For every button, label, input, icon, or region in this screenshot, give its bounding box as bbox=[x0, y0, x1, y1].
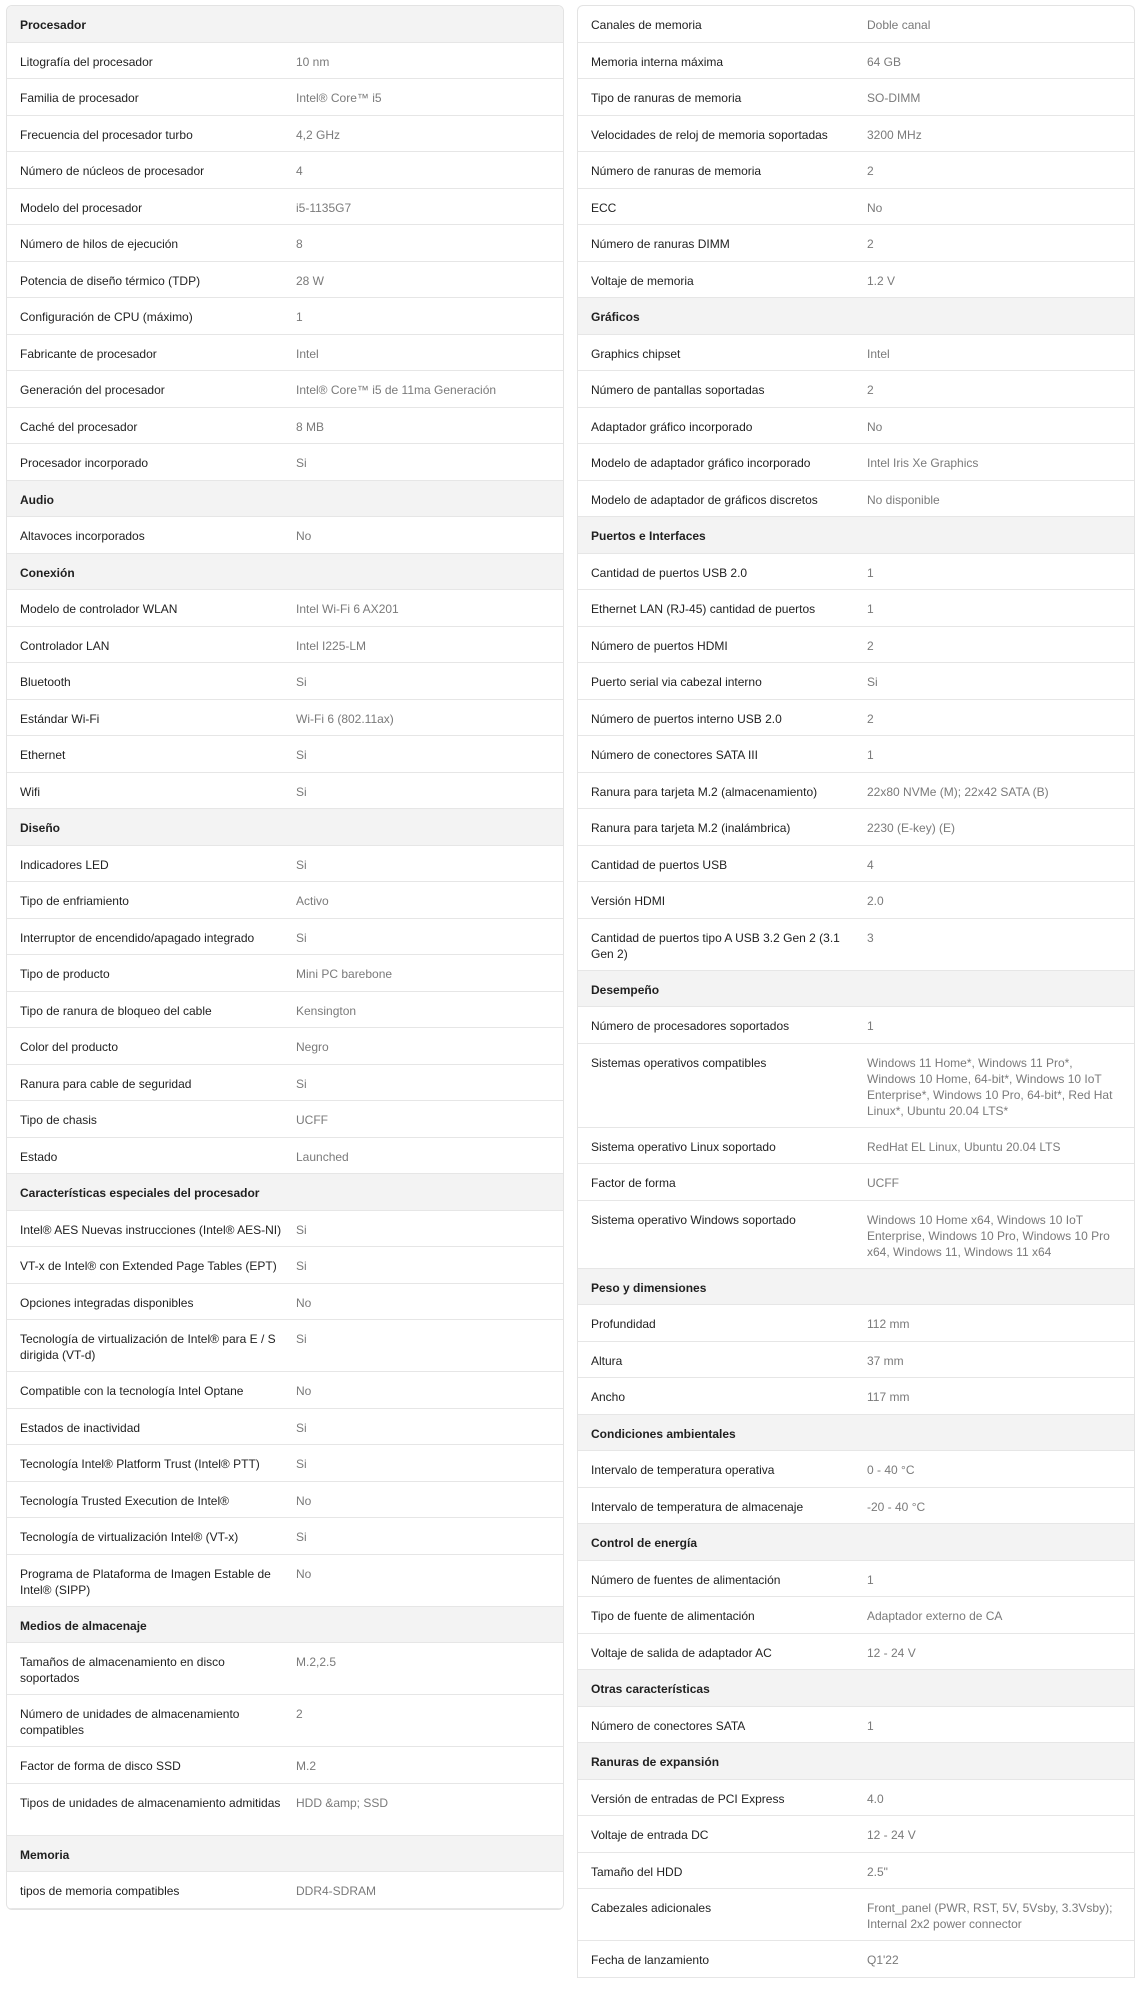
spec-label: Tecnología Trusted Execution de Intel® bbox=[20, 1493, 229, 1508]
spec-row-compatible-con-la-tecnologia-intel-optan bbox=[7, 1372, 563, 1409]
spec-label: Número de ranuras DIMM bbox=[591, 237, 730, 251]
spec-row-tipos-de-unidades-de-almacenamiento-admi bbox=[7, 1784, 563, 1836]
section-title: Peso y dimensiones bbox=[591, 1280, 707, 1295]
spec-row-tipos-de-memoria-compatibles bbox=[7, 1872, 563, 1909]
spec-value: 28 W bbox=[296, 273, 325, 288]
spec-value: Q1'22 bbox=[867, 1953, 899, 1967]
spec-value: 4,2 GHz bbox=[296, 127, 341, 142]
spec-row-cantidad-de-puertos-usb-2-0 bbox=[578, 554, 1134, 591]
spec-label: Frecuencia del procesador turbo bbox=[20, 127, 193, 142]
spec-label: Ranura para tarjeta M.2 (almacenamiento) bbox=[591, 784, 818, 799]
spec-label: Altura bbox=[591, 1353, 623, 1368]
spec-value: 4.0 bbox=[867, 1791, 884, 1806]
spec-label: Ancho bbox=[591, 1390, 626, 1404]
spec-value: UCFF bbox=[867, 1176, 899, 1190]
spec-label: Número de pantallas soportadas bbox=[591, 383, 765, 397]
spec-row-numero-de-puertos-interno-usb-2-0 bbox=[578, 700, 1134, 737]
spec-label: Configuración de CPU (máximo) bbox=[20, 310, 193, 324]
spec-label: Intervalo de temperatura de almacenaje bbox=[591, 1499, 804, 1514]
spec-row-adaptador-grafico-incorporado bbox=[578, 408, 1134, 445]
spec-row-fecha-de-lanzamiento bbox=[578, 1941, 1134, 1978]
spec-label: Tecnología de virtualización de Intel® para E / S dirigida (VT-d) bbox=[20, 1332, 276, 1362]
spec-value: 10 nm bbox=[296, 54, 330, 69]
spec-row-interruptor-de-encendido-apagado-integra bbox=[7, 919, 563, 956]
section-header-caracteristicas-especiales-del-procesado bbox=[7, 1174, 563, 1211]
spec-label: Fecha de lanzamiento bbox=[591, 1953, 710, 1967]
section-header-procesador bbox=[7, 6, 563, 43]
spec-value: RedHat EL Linux, Ubuntu 20.04 LTS bbox=[867, 1139, 1061, 1154]
spec-label: Número de puertos HDMI bbox=[591, 638, 728, 653]
spec-value: Si bbox=[296, 857, 307, 872]
spec-row-estandar-wi-fi bbox=[7, 700, 563, 737]
section-title: Procesador bbox=[20, 18, 87, 32]
spec-value: Si bbox=[296, 456, 307, 470]
spec-row-ranura-para-cable-de-seguridad bbox=[7, 1065, 563, 1102]
spec-value: Intel Iris Xe Graphics bbox=[867, 456, 979, 470]
spec-row-tecnologia-de-virtualizacion-intel-vt-x bbox=[7, 1518, 563, 1555]
spec-label: Tipo de enfriamiento bbox=[20, 894, 129, 908]
spec-row-numero-de-hilos-de-ejecucion bbox=[7, 225, 563, 262]
spec-label: Número de ranuras de memoria bbox=[591, 164, 762, 178]
spec-row-factor-de-forma bbox=[578, 1164, 1134, 1201]
spec-label: Programa de Plataforma de Imagen Estable de Intel® (SIPP) bbox=[20, 1566, 271, 1597]
spec-label: Estados de inactividad bbox=[20, 1420, 141, 1435]
spec-value: Adaptador externo de CA bbox=[867, 1609, 1003, 1623]
spec-value: Doble canal bbox=[867, 18, 931, 32]
spec-label: Intel® AES Nuevas instrucciones (Intel® AES-NI) bbox=[20, 1222, 282, 1237]
spec-table-left bbox=[6, 5, 564, 1910]
spec-row-numero-de-ranuras-de-memoria bbox=[578, 152, 1134, 189]
spec-label: ECC bbox=[591, 200, 617, 215]
section-title: Gráficos bbox=[591, 310, 640, 324]
spec-value: Launched bbox=[296, 1149, 349, 1164]
spec-row-cabezales-adicionales bbox=[578, 1889, 1134, 1941]
spec-row-tipo-de-ranuras-de-memoria bbox=[578, 79, 1134, 116]
spec-value: 3200 MHz bbox=[867, 127, 922, 142]
spec-value: UCFF bbox=[296, 1113, 328, 1127]
spec-value: Si bbox=[296, 784, 307, 799]
spec-label: Número de núcleos de procesador bbox=[20, 164, 205, 178]
spec-label: Factor de forma bbox=[591, 1176, 676, 1190]
spec-label: Número de conectores SATA III bbox=[591, 748, 758, 762]
spec-label: Cabezales adicionales bbox=[591, 1901, 712, 1915]
spec-row-bluetooth bbox=[7, 663, 563, 700]
spec-row-frecuencia-del-procesador-turbo bbox=[7, 116, 563, 153]
spec-value: Windows 10 Home x64, Windows 10 IoT Enterprise, Windows 10 Pro, Windows 10 Pro x64, Windows 11, Windows 11 x64 bbox=[867, 1212, 1110, 1259]
spec-row-tecnologia-de-virtualizacion-de-intel-pa bbox=[7, 1320, 563, 1372]
spec-label: Graphics chipset bbox=[591, 346, 681, 361]
spec-label: Modelo de controlador WLAN bbox=[20, 602, 178, 616]
spec-row-tamano-del-hdd bbox=[578, 1853, 1134, 1890]
spec-row-potencia-de-diseno-termico-tdp bbox=[7, 262, 563, 299]
spec-row-numero-de-fuentes-de-alimentacion bbox=[578, 1561, 1134, 1598]
spec-value: 112 mm bbox=[867, 1317, 910, 1331]
spec-label: Opciones integradas disponibles bbox=[20, 1295, 194, 1310]
spec-value: 3 bbox=[867, 930, 874, 945]
spec-value: 1 bbox=[867, 1019, 874, 1033]
section-header-conexion bbox=[7, 554, 563, 591]
spec-row-canales-de-memoria bbox=[578, 6, 1134, 43]
section-title: Desempeño bbox=[591, 982, 660, 997]
spec-value: Intel bbox=[867, 346, 890, 361]
section-title: Medios de almacenaje bbox=[20, 1618, 147, 1633]
spec-value: 2 bbox=[867, 237, 874, 251]
spec-row-ranura-para-tarjeta-m-2-inalambrica bbox=[578, 809, 1134, 846]
spec-label: Número de puertos interno USB 2.0 bbox=[591, 711, 782, 726]
spec-row-configuracion-de-cpu-maximo bbox=[7, 298, 563, 335]
spec-row-tecnologia-intel-platform-trust-intel-pt bbox=[7, 1445, 563, 1482]
spec-label: Número de unidades de almacenamiento compatibles bbox=[20, 1707, 240, 1737]
spec-value: No disponible bbox=[867, 492, 940, 507]
spec-label: Modelo de adaptador gráfico incorporado bbox=[591, 456, 811, 470]
spec-label: Velocidades de reloj de memoria soportadas bbox=[591, 127, 828, 142]
spec-row-controlador-lan bbox=[7, 627, 563, 664]
spec-row-numero-de-unidades-de-almacenamiento-com bbox=[7, 1695, 563, 1747]
spec-row-memoria-interna-maxima bbox=[578, 43, 1134, 80]
spec-value: HDD &amp; SSD bbox=[296, 1795, 389, 1810]
spec-label: Procesador incorporado bbox=[20, 456, 149, 470]
section-title: Otras características bbox=[591, 1682, 710, 1696]
spec-value: 2.0 bbox=[867, 894, 884, 908]
spec-label: Adaptador gráfico incorporado bbox=[591, 419, 753, 434]
section-header-audio bbox=[7, 481, 563, 518]
spec-label: Cantidad de puertos USB 2.0 bbox=[591, 565, 748, 580]
spec-label: Tipos de unidades de almacenamiento admitidas bbox=[20, 1795, 281, 1810]
spec-label: Número de procesadores soportados bbox=[591, 1019, 790, 1033]
spec-row-procesador-incorporado bbox=[7, 444, 563, 481]
spec-row-numero-de-ranuras-dimm bbox=[578, 225, 1134, 262]
spec-value: Si bbox=[296, 1222, 307, 1237]
spec-value: No bbox=[296, 1493, 312, 1508]
spec-row-indicadores-led bbox=[7, 846, 563, 883]
spec-label: Modelo de adaptador de gráficos discretos bbox=[591, 492, 818, 507]
spec-row-version-de-entradas-de-pci-express bbox=[578, 1780, 1134, 1817]
spec-label: Compatible con la tecnología Intel Optane bbox=[20, 1384, 244, 1398]
spec-row-voltaje-de-salida-de-adaptador-ac bbox=[578, 1634, 1134, 1671]
spec-row-fabricante-de-procesador bbox=[7, 335, 563, 372]
spec-row-tipo-de-fuente-de-alimentacion bbox=[578, 1597, 1134, 1634]
spec-label: Estándar Wi-Fi bbox=[20, 711, 100, 726]
spec-row-ranura-para-tarjeta-m-2-almacenamiento bbox=[578, 773, 1134, 810]
spec-value: i5-1135G7 bbox=[296, 200, 352, 215]
spec-row-tipo-de-enfriamiento bbox=[7, 882, 563, 919]
spec-row-graphics-chipset bbox=[578, 335, 1134, 372]
section-title: Ranuras de expansión bbox=[591, 1755, 720, 1769]
spec-row-factor-de-forma-de-disco-ssd bbox=[7, 1747, 563, 1784]
spec-row-tipo-de-ranura-de-bloqueo-del-cable bbox=[7, 992, 563, 1029]
spec-value: Si bbox=[296, 1457, 307, 1471]
spec-label: Altavoces incorporados bbox=[20, 529, 145, 543]
spec-value: Windows 11 Home*, Windows 11 Pro*, Windows 10 Home, 64-bit*, Windows 10 IoT Enterprise*, Windows 10 Pro, 64-bit*, Red Hat Linux*, Ubuntu 20.04 LTS* bbox=[867, 1055, 1113, 1118]
spec-row-ancho bbox=[578, 1378, 1134, 1415]
spec-label: Puerto serial via cabezal interno bbox=[591, 675, 762, 689]
spec-row-altura bbox=[578, 1342, 1134, 1379]
spec-value: No bbox=[867, 419, 883, 434]
section-title: Condiciones ambientales bbox=[591, 1426, 736, 1441]
section-header-medios-de-almacenaje bbox=[7, 1607, 563, 1644]
spec-row-estado bbox=[7, 1138, 563, 1175]
spec-row-numero-de-conectores-sata-iii bbox=[578, 736, 1134, 773]
spec-label: Indicadores LED bbox=[20, 857, 109, 872]
spec-value: -20 - 40 °C bbox=[867, 1499, 926, 1514]
spec-row-intervalo-de-temperatura-de-almacenaje bbox=[578, 1488, 1134, 1525]
spec-value: Intel bbox=[296, 346, 319, 361]
spec-value: 12 - 24 V bbox=[867, 1828, 916, 1842]
spec-value: 0 - 40 °C bbox=[867, 1463, 915, 1477]
spec-label: Versión HDMI bbox=[591, 894, 666, 908]
spec-value: 4 bbox=[296, 164, 303, 178]
spec-value: SO-DIMM bbox=[867, 91, 921, 105]
spec-row-sistema-operativo-linux-soportado bbox=[578, 1128, 1134, 1165]
spec-row-modelo-de-adaptador-de-graficos-discreto bbox=[578, 481, 1134, 518]
spec-label: Número de fuentes de alimentación bbox=[591, 1572, 781, 1587]
spec-value: Activo bbox=[296, 894, 329, 908]
spec-value: 117 mm bbox=[867, 1390, 910, 1404]
spec-label: Tipo de ranura de bloqueo del cable bbox=[20, 1003, 212, 1018]
section-title: Características especiales del procesador bbox=[20, 1186, 260, 1200]
spec-row-ecc bbox=[578, 189, 1134, 226]
spec-label: Número de conectores SATA bbox=[591, 1718, 746, 1733]
spec-label: Memoria interna máxima bbox=[591, 54, 724, 69]
section-title: Conexión bbox=[20, 565, 75, 580]
spec-row-vt-x-de-intel-con-extended-page-tables-e bbox=[7, 1247, 563, 1284]
spec-value: 2 bbox=[867, 638, 874, 653]
spec-value: Si bbox=[296, 748, 307, 762]
spec-label: Caché del procesador bbox=[20, 419, 138, 434]
spec-label: Tipo de chasis bbox=[20, 1113, 97, 1127]
spec-row-numero-de-nucleos-de-procesador bbox=[7, 152, 563, 189]
spec-value: 37 mm bbox=[867, 1353, 904, 1368]
spec-label: Sistemas operativos compatibles bbox=[591, 1055, 767, 1070]
spec-label: Color del producto bbox=[20, 1040, 119, 1054]
spec-row-modelo-de-adaptador-grafico-incorporado bbox=[578, 444, 1134, 481]
section-header-memoria bbox=[7, 1836, 563, 1873]
spec-label: Ethernet bbox=[20, 748, 66, 762]
spec-value: 1 bbox=[867, 1572, 874, 1587]
spec-row-profundidad bbox=[578, 1305, 1134, 1342]
section-header-desempeno bbox=[578, 971, 1134, 1008]
spec-label: Generación del procesador bbox=[20, 383, 165, 397]
spec-label: Familia de procesador bbox=[20, 91, 139, 105]
spec-value: No bbox=[296, 1566, 312, 1581]
spec-label: Tamaño del HDD bbox=[591, 1864, 683, 1879]
spec-row-ethernet-lan-rj-45-cantidad-de-puertos bbox=[578, 590, 1134, 627]
spec-row-cantidad-de-puertos-usb bbox=[578, 846, 1134, 883]
spec-row-puerto-serial-via-cabezal-interno bbox=[578, 663, 1134, 700]
spec-label: Ranura para cable de seguridad bbox=[20, 1076, 192, 1091]
spec-value: Si bbox=[296, 1076, 307, 1091]
spec-row-numero-de-conectores-sata bbox=[578, 1707, 1134, 1744]
spec-value: Front_panel (PWR, RST, 5V, 5Vsby, 3.3Vsby); Internal 2x2 power connector bbox=[867, 1901, 1113, 1931]
spec-row-voltaje-de-entrada-dc bbox=[578, 1816, 1134, 1853]
spec-label: Ethernet LAN (RJ-45) cantidad de puertos bbox=[591, 602, 816, 616]
spec-row-numero-de-procesadores-soportados bbox=[578, 1007, 1134, 1044]
section-header-ranuras-de-expansion bbox=[578, 1743, 1134, 1780]
spec-row-ethernet bbox=[7, 736, 563, 773]
section-header-graficos bbox=[578, 298, 1134, 335]
spec-value: Si bbox=[296, 930, 307, 945]
spec-value: No bbox=[296, 1295, 312, 1310]
spec-row-intel-aes-nuevas-instrucciones-intel-aes bbox=[7, 1211, 563, 1248]
spec-row-tipo-de-producto bbox=[7, 955, 563, 992]
spec-value: Intel Wi-Fi 6 AX201 bbox=[296, 602, 399, 616]
spec-label: Tipo de producto bbox=[20, 967, 110, 981]
spec-value: M.2,2.5 bbox=[296, 1655, 337, 1669]
spec-label: Voltaje de memoria bbox=[591, 273, 694, 288]
spec-value: 1.2 V bbox=[867, 273, 896, 288]
spec-label: Wifi bbox=[20, 784, 40, 799]
section-title: Diseño bbox=[20, 821, 61, 835]
spec-value: Si bbox=[867, 675, 878, 689]
spec-label: tipos de memoria compatibles bbox=[20, 1884, 180, 1898]
spec-value: 2 bbox=[867, 164, 874, 178]
spec-row-sistemas-operativos-compatibles bbox=[578, 1044, 1134, 1128]
spec-value: Intel I225-LM bbox=[296, 638, 367, 653]
spec-label: Cantidad de puertos USB bbox=[591, 857, 728, 872]
spec-row-generacion-del-procesador bbox=[7, 371, 563, 408]
section-title: Puertos e Interfaces bbox=[591, 529, 706, 543]
spec-label: Interruptor de encendido/apagado integrado bbox=[20, 930, 255, 945]
spec-label: Estado bbox=[20, 1149, 58, 1164]
spec-value: Si bbox=[296, 675, 307, 689]
spec-label: Sistema operativo Windows soportado bbox=[591, 1212, 796, 1227]
spec-value: Si bbox=[296, 1259, 307, 1273]
spec-value: Kensington bbox=[296, 1003, 357, 1018]
spec-label: Sistema operativo Linux soportado bbox=[591, 1139, 776, 1154]
spec-row-version-hdmi bbox=[578, 882, 1134, 919]
spec-value: Intel® Core™ i5 de 11ma Generación bbox=[296, 383, 497, 397]
spec-label: Cantidad de puertos tipo A USB 3.2 Gen 2 (3.1 Gen 2) bbox=[591, 930, 840, 961]
spec-value: Wi-Fi 6 (802.11ax) bbox=[296, 711, 394, 726]
spec-label: Intervalo de temperatura operativa bbox=[591, 1463, 775, 1477]
section-header-condiciones-ambientales bbox=[578, 1415, 1134, 1452]
section-title: Memoria bbox=[20, 1847, 70, 1862]
spec-label: Controlador LAN bbox=[20, 638, 110, 653]
spec-row-velocidades-de-reloj-de-memoria-soportad bbox=[578, 116, 1134, 153]
spec-value: 64 GB bbox=[867, 54, 902, 69]
spec-row-programa-de-plataforma-de-imagen-estable bbox=[7, 1555, 563, 1607]
spec-row-opciones-integradas-disponibles bbox=[7, 1284, 563, 1321]
spec-label: Tipo de fuente de alimentación bbox=[591, 1609, 755, 1623]
spec-table-right bbox=[577, 5, 1135, 1978]
spec-value: No bbox=[296, 1384, 312, 1398]
spec-row-cantidad-de-puertos-tipo-a-usb-3-2-gen-2 bbox=[578, 919, 1134, 971]
spec-value: DDR4-SDRAM bbox=[296, 1884, 377, 1898]
spec-row-tamanos-de-almacenamiento-en-disco-sopor bbox=[7, 1643, 563, 1695]
spec-row-altavoces-incorporados bbox=[7, 517, 563, 554]
spec-value: Si bbox=[296, 1420, 307, 1435]
spec-row-intervalo-de-temperatura-operativa bbox=[578, 1451, 1134, 1488]
spec-label: Factor de forma de disco SSD bbox=[20, 1759, 181, 1773]
spec-label: Tecnología Intel® Platform Trust (Intel® PTT) bbox=[20, 1457, 260, 1471]
spec-value: 1 bbox=[867, 602, 874, 616]
spec-label: Potencia de diseño térmico (TDP) bbox=[20, 273, 201, 288]
spec-value: 2 bbox=[296, 1707, 303, 1721]
spec-value: 1 bbox=[296, 310, 303, 324]
spec-value: 8 MB bbox=[296, 419, 325, 434]
spec-row-modelo-de-controlador-wlan bbox=[7, 590, 563, 627]
spec-value: Si bbox=[296, 1530, 307, 1544]
spec-value: 1 bbox=[867, 1718, 874, 1733]
spec-row-familia-de-procesador bbox=[7, 79, 563, 116]
spec-label: Tamaños de almacenamiento en disco soportados bbox=[20, 1655, 225, 1685]
spec-label: Número de hilos de ejecución bbox=[20, 237, 179, 251]
section-header-control-de-energia bbox=[578, 1524, 1134, 1561]
spec-value: 1 bbox=[867, 748, 874, 762]
spec-row-numero-de-puertos-hdmi bbox=[578, 627, 1134, 664]
spec-value: Mini PC barebone bbox=[296, 967, 393, 981]
spec-label: Voltaje de entrada DC bbox=[591, 1828, 709, 1842]
spec-value: 2230 (E-key) (E) bbox=[867, 821, 956, 835]
spec-row-estados-de-inactividad bbox=[7, 1409, 563, 1446]
spec-value: 2.5" bbox=[867, 1864, 888, 1879]
spec-label: Tecnología de virtualización Intel® (VT-x) bbox=[20, 1530, 239, 1544]
spec-value: 1 bbox=[867, 565, 874, 580]
spec-value: No bbox=[867, 200, 883, 215]
spec-label: Profundidad bbox=[591, 1317, 656, 1331]
spec-label: Versión de entradas de PCI Express bbox=[591, 1791, 785, 1806]
spec-value: Si bbox=[296, 1332, 307, 1346]
spec-value: M.2 bbox=[296, 1759, 317, 1773]
spec-row-litografia-del-procesador bbox=[7, 43, 563, 80]
section-header-otras-caracteristicas bbox=[578, 1670, 1134, 1707]
spec-label: Bluetooth bbox=[20, 675, 71, 689]
section-header-diseno bbox=[7, 809, 563, 846]
spec-label: Ranura para tarjeta M.2 (inalámbrica) bbox=[591, 821, 791, 835]
spec-label: Tipo de ranuras de memoria bbox=[591, 91, 742, 105]
spec-label: Modelo del procesador bbox=[20, 200, 143, 215]
section-title: Control de energía bbox=[591, 1536, 698, 1550]
spec-row-wifi bbox=[7, 773, 563, 810]
spec-row-voltaje-de-memoria bbox=[578, 262, 1134, 299]
spec-label: Fabricante de procesador bbox=[20, 346, 157, 361]
spec-row-tipo-de-chasis bbox=[7, 1101, 563, 1138]
section-header-peso-y-dimensiones bbox=[578, 1269, 1134, 1306]
spec-value: 22x80 NVMe (M); 22x42 SATA (B) bbox=[867, 784, 1049, 799]
spec-value: 12 - 24 V bbox=[867, 1645, 916, 1660]
spec-value: Negro bbox=[296, 1040, 329, 1054]
spec-label: Voltaje de salida de adaptador AC bbox=[591, 1645, 772, 1660]
spec-value: 4 bbox=[867, 857, 874, 872]
spec-value: No bbox=[296, 529, 312, 543]
spec-row-cache-del-procesador bbox=[7, 408, 563, 445]
spec-row-modelo-del-procesador bbox=[7, 189, 563, 226]
spec-value: 2 bbox=[867, 383, 874, 397]
spec-label: Canales de memoria bbox=[591, 18, 702, 32]
spec-label: Litografía del procesador bbox=[20, 54, 153, 69]
spec-value: 8 bbox=[296, 237, 303, 251]
spec-row-numero-de-pantallas-soportadas bbox=[578, 371, 1134, 408]
spec-row-sistema-operativo-windows-soportado bbox=[578, 1201, 1134, 1269]
spec-label: VT-x de Intel® con Extended Page Tables (EPT) bbox=[20, 1259, 277, 1273]
section-title: Audio bbox=[20, 492, 54, 507]
spec-value: 2 bbox=[867, 711, 874, 726]
section-header-puertos-e-interfaces bbox=[578, 517, 1134, 554]
spec-row-tecnologia-trusted-execution-de-intel bbox=[7, 1482, 563, 1519]
spec-row-color-del-producto bbox=[7, 1028, 563, 1065]
spec-value: Intel® Core™ i5 bbox=[296, 91, 382, 105]
